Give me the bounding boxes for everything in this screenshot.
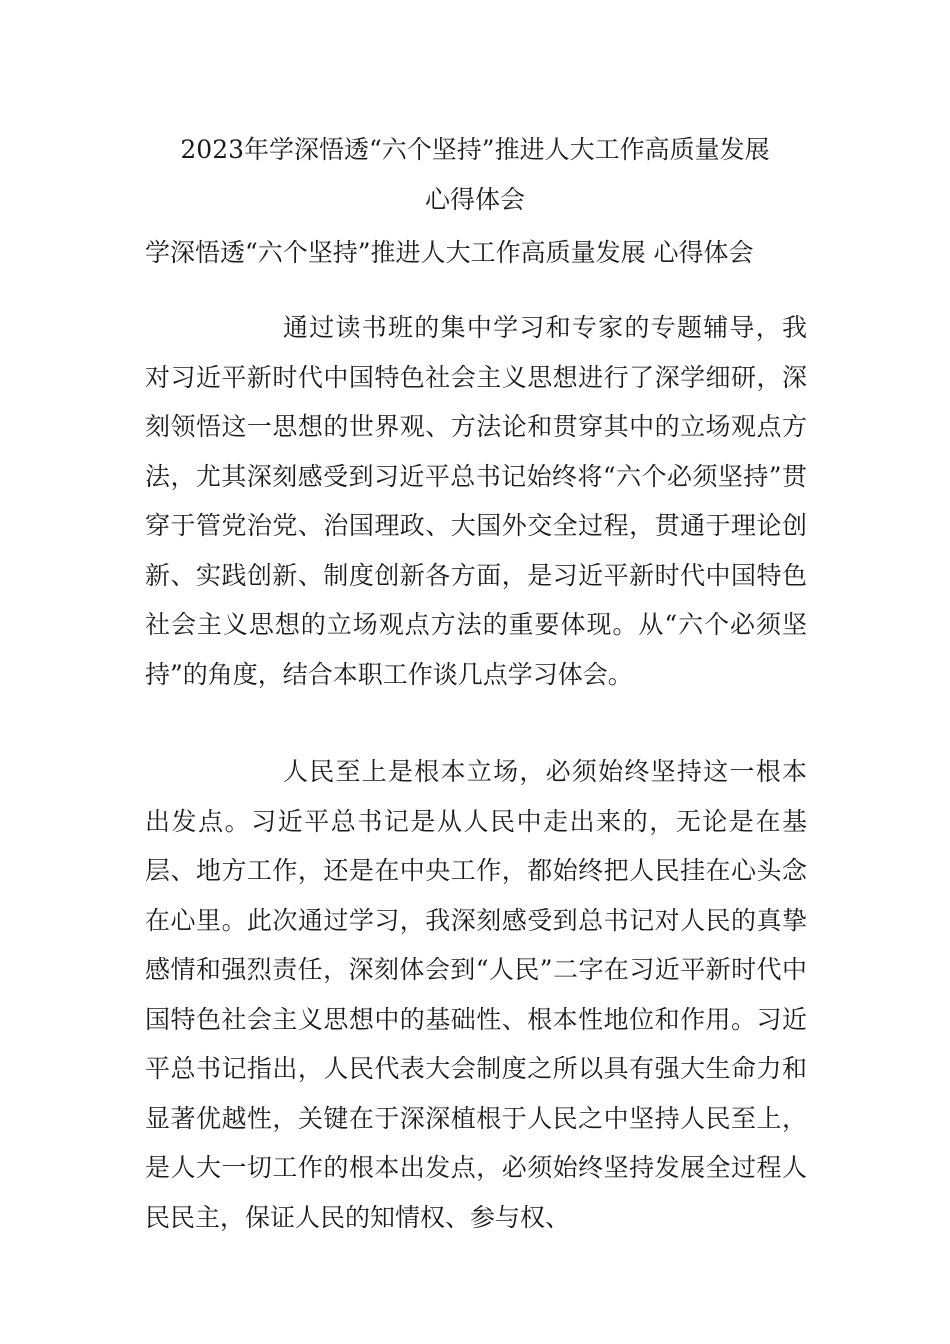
document-subtitle: 学深悟透“六个坚持”推进人大工作高质量发展 心得体会	[145, 238, 754, 267]
document-title-line-1: 2023年学深悟透“六个坚持”推进人大工作高质量发展	[180, 135, 770, 164]
document-title-line-2: 心得体会	[424, 185, 525, 214]
body-paragraph: 通过读书班的集中学习和专家的专题辅导，我对习近平新时代中国特色社会主义思想进行了深学细研，深刻领悟这一思想的世界观、方法论和贯穿其中的立场观点方法，尤其深刻感受到习近平总书记始终将“六个必须坚持”贯穿于管党治党、治国理政、大国外交全过程，贯通于理论创新、实践创新、制度创新各方面，是习近平新时代中国特色社会主义思想的立场观点方法的重要体现。从“六个必须坚持”的角度，结合本职工作谈几点学习体会。	[145, 313, 807, 689]
body-paragraph: 人民至上是根本立场，必须始终坚持这一根本出发点。习近平总书记是从人民中走出来的，无论是在基层、地方工作，还是在中央工作，都始终把人民挂在心头念在心里。此次通过学习，我深刻感受到总书记对人民的真挚感情和强烈责任，深刻体会到“人民”二字在习近平新时代中国特色社会主义思想中的基础性、根本性地位和作用。习近平总书记指出，人民代表大会制度之所以具有强大生命力和显著优越性，关键在于深深植根于人民之中坚持人民至上，是人大一切工作的根本出发点，必须始终坚持发展全过程人民民主，保证人民的知情权、参与权、	[145, 757, 807, 1232]
